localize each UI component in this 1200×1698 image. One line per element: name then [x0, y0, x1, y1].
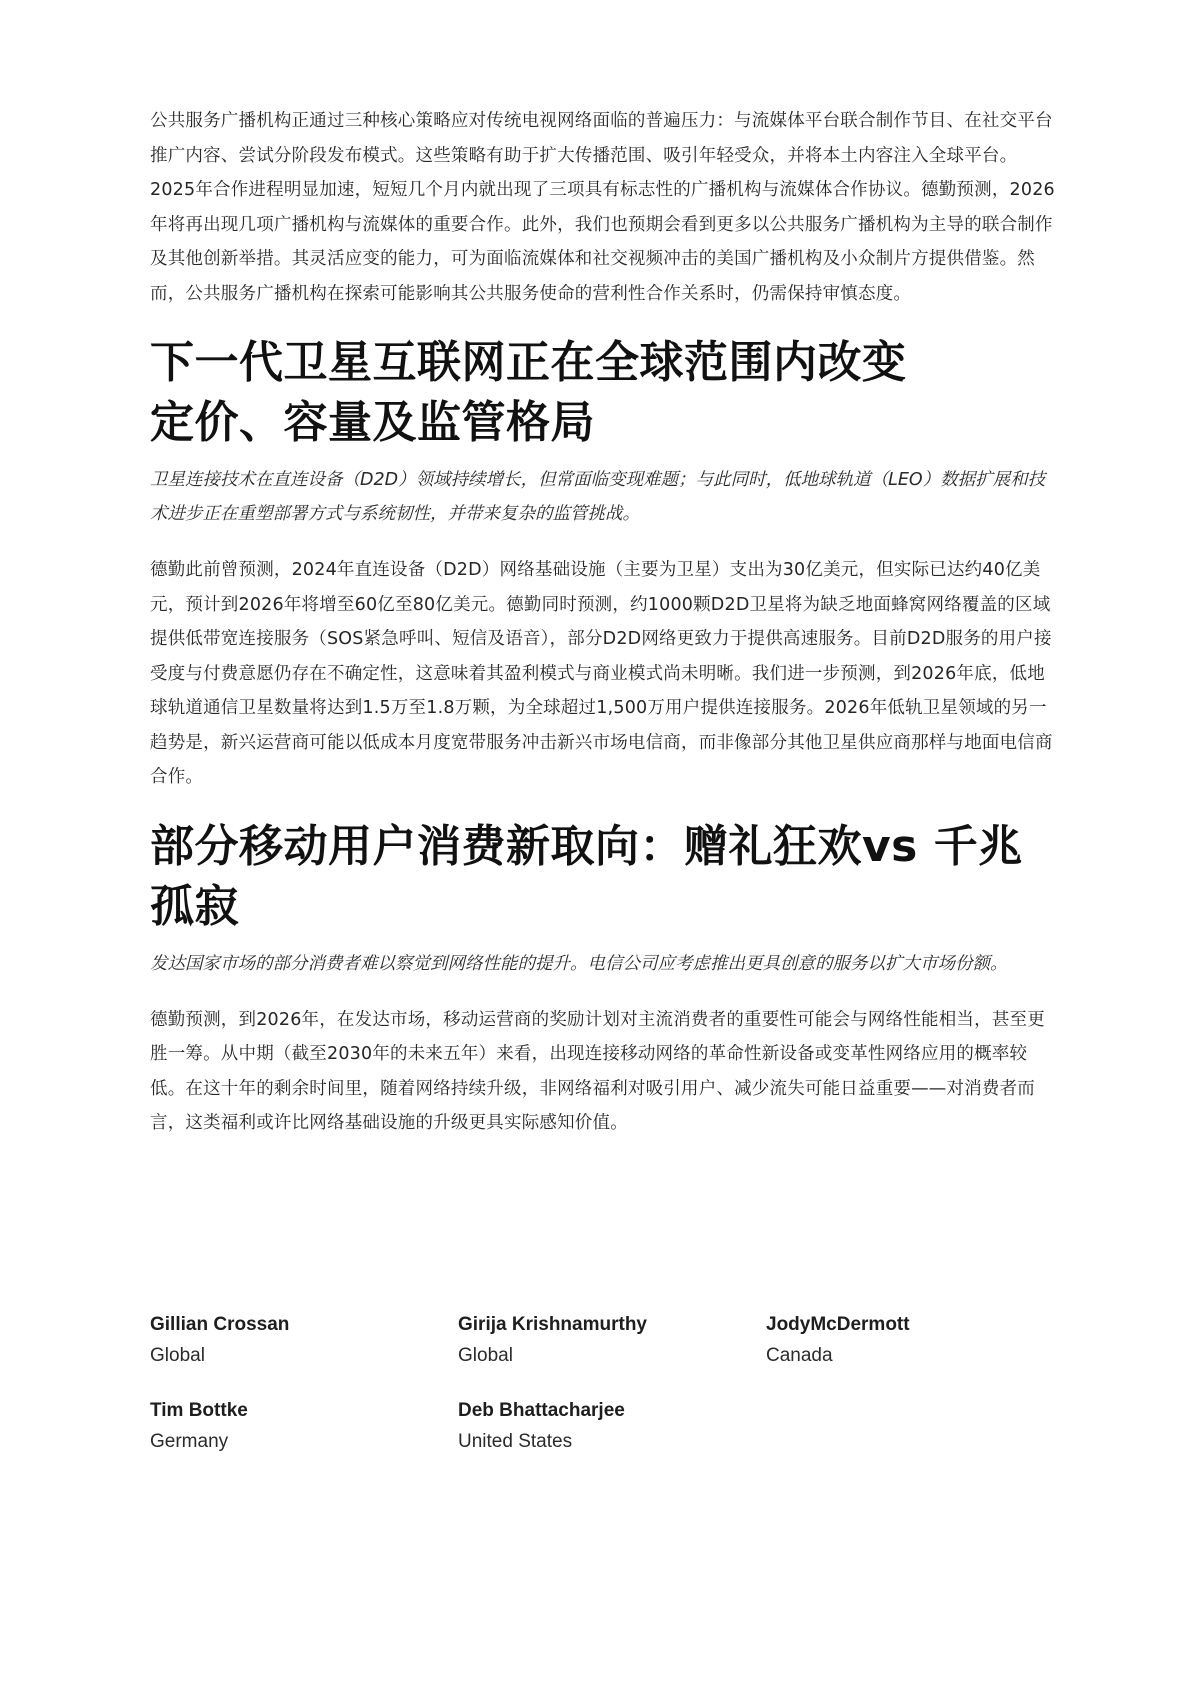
section-title	[150, 817, 1060, 937]
author-card	[150, 1396, 458, 1458]
section-mobile-consumers	[150, 817, 1060, 1141]
author-card	[458, 1310, 766, 1372]
author-region: Canada	[766, 1345, 833, 1366]
author-card	[458, 1396, 766, 1458]
section-title	[150, 333, 1060, 453]
author-region: Global	[150, 1345, 205, 1366]
section-title-line-1: 部分移动用户消费新取向：赠礼狂欢vs 千兆	[150, 820, 1023, 872]
author-name: Gillian Crossan	[150, 1314, 290, 1335]
section-satellite-internet	[150, 333, 1060, 795]
author-card	[150, 1310, 458, 1372]
author-region: United States	[458, 1431, 573, 1452]
author-card	[766, 1310, 1050, 1372]
section-subtitle: 发达国家市场的部分消费者难以察觉到网络性能的提升。电信公司应考虑推出更具创意的服务以扩大市场份额。	[150, 953, 1008, 974]
authors-list	[150, 1310, 1050, 1458]
section-subtitle: 卫星连接技术在直连设备（D2D）领域持续增长，但常面临变现难题；与此同时，低地球轨道（LEO）数据扩展和技术进步正在重塑部署方式与系统韧性，并带来复杂的监管挑战。	[150, 470, 1046, 524]
section-title-line-2: 孤寂	[150, 880, 239, 932]
intro-paragraph: 公共服务广播机构正通过三种核心策略应对传统电视网络面临的普遍压力：与流媒体平台联合制作节目、在社交平台推广内容、尝试分阶段发布模式。这些策略有助于扩大传播范围、吸引年轻受众，并将本土内容注入全球平台。2025年合作进程明显加速，短短几个月内就出现了三项具有标志性的广播机构与流媒体合作协议。德勤预测，2026年将再出现几项广播机构与流媒体的重要合作。此外，我们也预期会看到更多以公共服务广播机构为主导的联合制作及其他创新举措。其灵活应变的能力，可为面临流媒体和社交视频冲击的美国广播机构及小众制片方提供借鉴。然而，公共服务广播机构在探索可能影响其公共服务使命的营利性合作关系时，仍需保持审慎态度。	[150, 111, 1055, 304]
section-title-line-2: 定价、容量及监管格局	[150, 397, 595, 448]
author-region: Germany	[150, 1431, 229, 1452]
article-body	[150, 104, 1060, 1141]
section-paragraph: 德勤此前曾预测，2024年直连设备（D2D）网络基础设施（主要为卫星）支出为30亿美元，但实际已达约40亿美元，预计到2026年将增至60亿至80亿美元。德勤同时预测，约1000颗D2D卫星将为缺乏地面蜂窝网络覆盖的区域提供低带宽连接服务（SOS紧急呼叫、短信及语音），部分D2D网络更致力于提供高速服务。目前D2D服务的用户接受度与付费意愿仍存在不确定性，这意味着其盈利模式与商业模式尚未明晰。我们进一步预测，到2026年底，低地球轨道通信卫星数量将达到1.5万至1.8万颗，为全球超过1,500万用户提供连接服务。2026年低轨卫星领域的另一趋势是，新兴运营商可能以低成本月度宽带服务冲击新兴市场电信商，而非像部分其他卫星供应商那样与地面电信商合作。	[150, 560, 1053, 787]
author-name: JodyMcDermott	[766, 1314, 910, 1335]
author-name: Tim Bottke	[150, 1400, 248, 1421]
section-paragraph: 德勤预测，到2026年，在发达市场，移动运营商的奖励计划对主流消费者的重要性可能会与网络性能相当，甚至更胜一筹。从中期（截至2030年的未来五年）来看，出现连接移动网络的革命性新设备或变革性网络应用的概率较低。在这十年的剩余时间里，随着网络持续升级，非网络福利对吸引用户、减少流失可能日益重要——对消费者而言，这类福利或许比网络基础设施的升级更具实际感知价值。	[150, 1009, 1045, 1133]
author-name: Girija Krishnamurthy	[458, 1314, 647, 1335]
author-name: Deb Bhattacharjee	[458, 1400, 625, 1421]
section-title-line-1: 下一代卫星互联网正在全球范围内改变	[150, 337, 907, 388]
author-region: Global	[458, 1345, 513, 1366]
